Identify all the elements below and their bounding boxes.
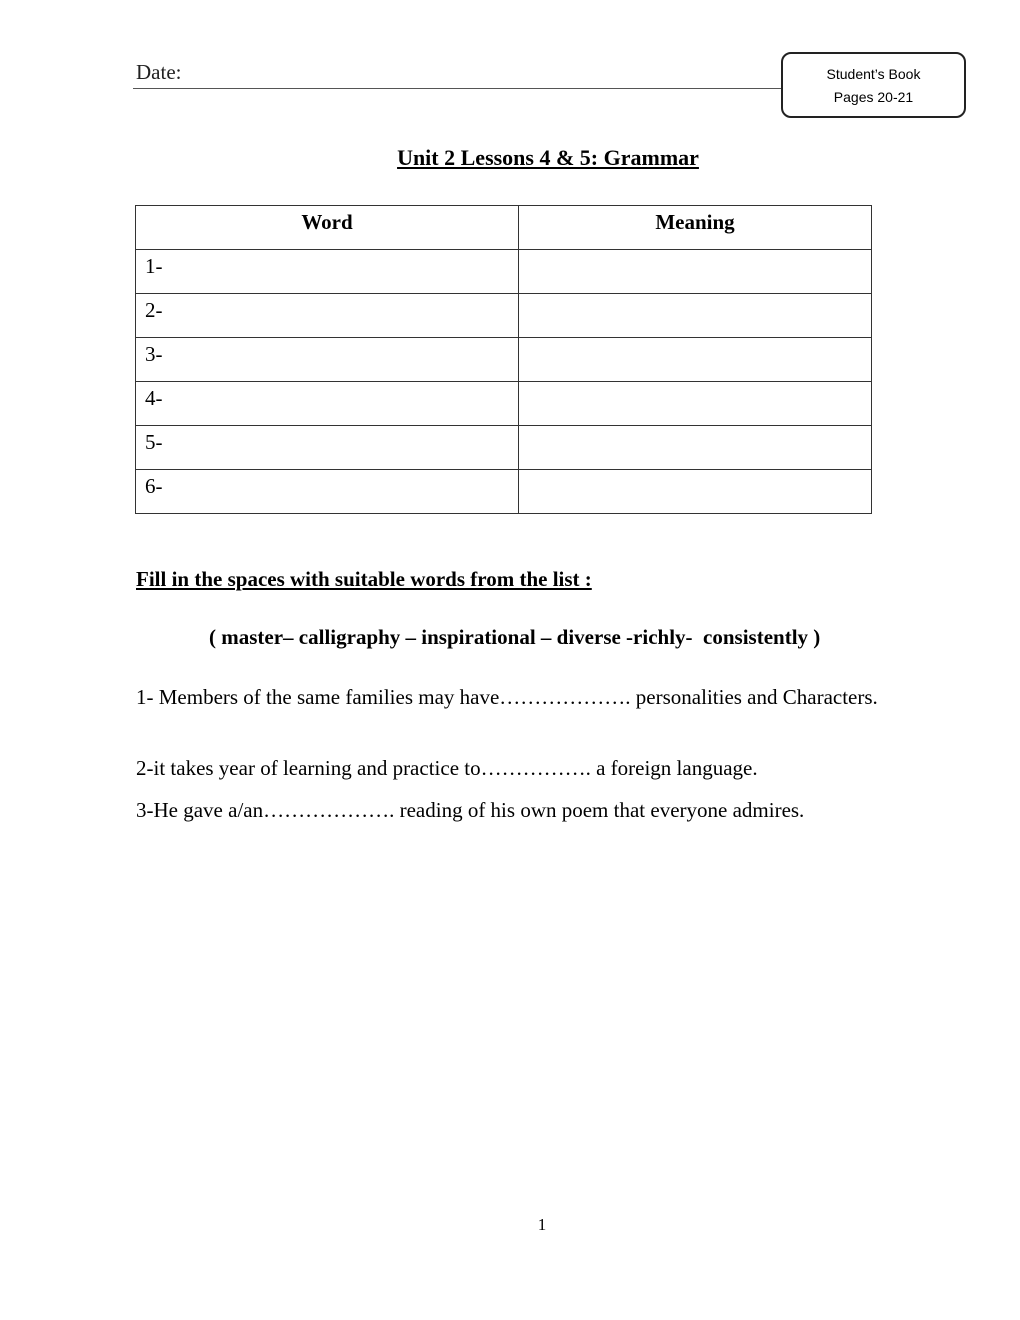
book-box-pages: Pages 20-21 [833,89,914,105]
date-label: Date: [136,60,182,84]
word-cell[interactable]: 4- [136,382,519,426]
meaning-cell[interactable] [519,382,872,426]
book-box-title: Student’s Book [826,66,921,82]
meaning-cell[interactable] [519,426,872,470]
column-header-word: Word [136,206,519,250]
table-row [136,426,872,470]
column-header-meaning: Meaning [519,206,872,250]
table-header-row [136,206,872,250]
word-cell[interactable]: 3- [136,338,519,382]
sentence-2: 2-it takes year of learning and practice to……………. a foreign language. [136,756,758,780]
meaning-cell[interactable] [519,470,872,514]
meaning-cell[interactable] [519,294,872,338]
meaning-cell[interactable] [519,338,872,382]
page-number: 1 [537,1215,547,1234]
header-divider [133,88,783,89]
exercise-instruction: Fill in the spaces with suitable words from the list : [136,567,592,591]
word-cell[interactable]: 5- [136,426,519,470]
table-row [136,338,872,382]
table-row [136,470,872,514]
word-cell[interactable]: 1- [136,250,519,294]
table-row [136,294,872,338]
table-row [136,382,872,426]
meaning-cell[interactable] [519,250,872,294]
word-cell[interactable]: 6- [136,470,519,514]
word-list: ( master– calligraphy – inspirational – diverse -richly- consistently ) [209,625,821,649]
page-title: Unit 2 Lessons 4 & 5: Grammar [397,145,699,170]
table-row [136,250,872,294]
sentence-1: 1- Members of the same families may have………………. personalities and Characters. [136,685,878,709]
sentence-3: 3-He gave a/an………………. reading of his own poem that everyone admires. [136,798,805,822]
word-cell[interactable]: 2- [136,294,519,338]
students-book-reference-box [781,52,966,118]
vocabulary-table [135,205,872,514]
